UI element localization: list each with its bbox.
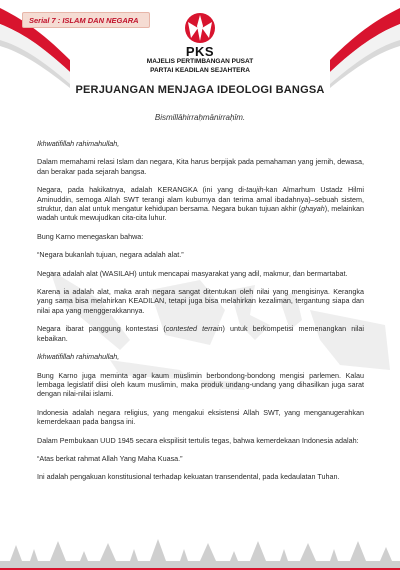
quote-2: “Atas berkat rahmat Allah Yang Maha Kuasa.” xyxy=(37,453,183,463)
series-badge: Serial 7 : ISLAM DAN NEGARA xyxy=(22,12,150,28)
document-title: PERJUANGAN MENJAGA IDEOLOGI BANGSA xyxy=(75,84,325,96)
paragraph-5: Karena ia adalah alat, maka arah negara sangat ditentukan oleh nilai yang mengisinya. Kerangka yang sama bisa melahirkan KEADILAN, tetapi juga bisa melahirkan kezaliman, tergantung siapa dan nilai apa yang menggerakkannya. xyxy=(37,287,364,315)
paragraph-4: Negara adalah alat (WASILAH) untuk mencapai masyarakat yang adil, makmur, dan bermartabat. xyxy=(37,268,348,278)
greeting-1: Ikhwatifillah rahimahullah, xyxy=(37,139,120,148)
quote-1: “Negara bukanlah tujuan, negara adalah alat.” xyxy=(37,250,184,260)
paragraph-1: Dalam memahami relasi Islam dan negara, Kita harus berpijak pada pemahaman yang jernih, dewasa, dan berakar pada sejarah bangsa. xyxy=(37,157,364,176)
paragraph-8: Indonesia adalah negara religius, yang mengakui eksistensi Allah SWT, yang menganugerahkan kemerdekaan pada bangsa ini. xyxy=(37,407,364,427)
greeting-2: Ikhwatifillah rahimahullah, xyxy=(37,352,120,362)
logo-wordmark: PKS xyxy=(185,44,215,59)
paragraph-7: Bung Karno juga meminta agar kaum muslimin berbondong-bondong mengisi parlemen. Kalau lembaga legislatif diisi oleh kaum muslimin, maka produk undang-undang yang dihasilkan juga sarat dengan nilai-nilai islami. xyxy=(37,370,364,399)
paragraph-10: Ini adalah pengakuan konstitusional terhadap kekuatan transendental, pada kedaulatan Tuhan. xyxy=(37,472,340,482)
paragraph-3: Bung Karno menegaskan bahwa: xyxy=(37,231,144,241)
basmalah: Bismillāhirraḥmānirraḥīm. xyxy=(154,113,246,122)
document-body xyxy=(37,139,364,491)
organization-line-2: PARTAI KEADILAN SEJAHTERA xyxy=(150,67,250,74)
paragraph-6: Negara ibarat panggung kontestasi (contested terrain) untuk berkompetisi memenangkan nilai kebaikan. xyxy=(37,324,364,343)
paragraph-2: Negara, pada hakikatnya, adalah KERANGKA (ini yang di-taujih-kan Almarhum Ustadz Hilmi Aminuddin, semoga Allah SWT terangi alam kuburnya dan terima amal ibadahnya)–sebuah sistem, struktur, dan alat untuk mengatur kehidupan bersama. Negara bukan tujuan akhir (ghayah), melainkan wadah untuk mewujudkan cita-cita luhur. xyxy=(37,185,365,223)
organization-line-1: MAJELIS PERTIMBANGAN PUSAT xyxy=(146,58,254,65)
bottom-ornament-border xyxy=(0,535,400,570)
paragraph-9: Dalam Pembukaan UUD 1945 secara ekspilisit tertulis tegas, bahwa kemerdekaan Indonesia adalah: xyxy=(37,435,359,445)
